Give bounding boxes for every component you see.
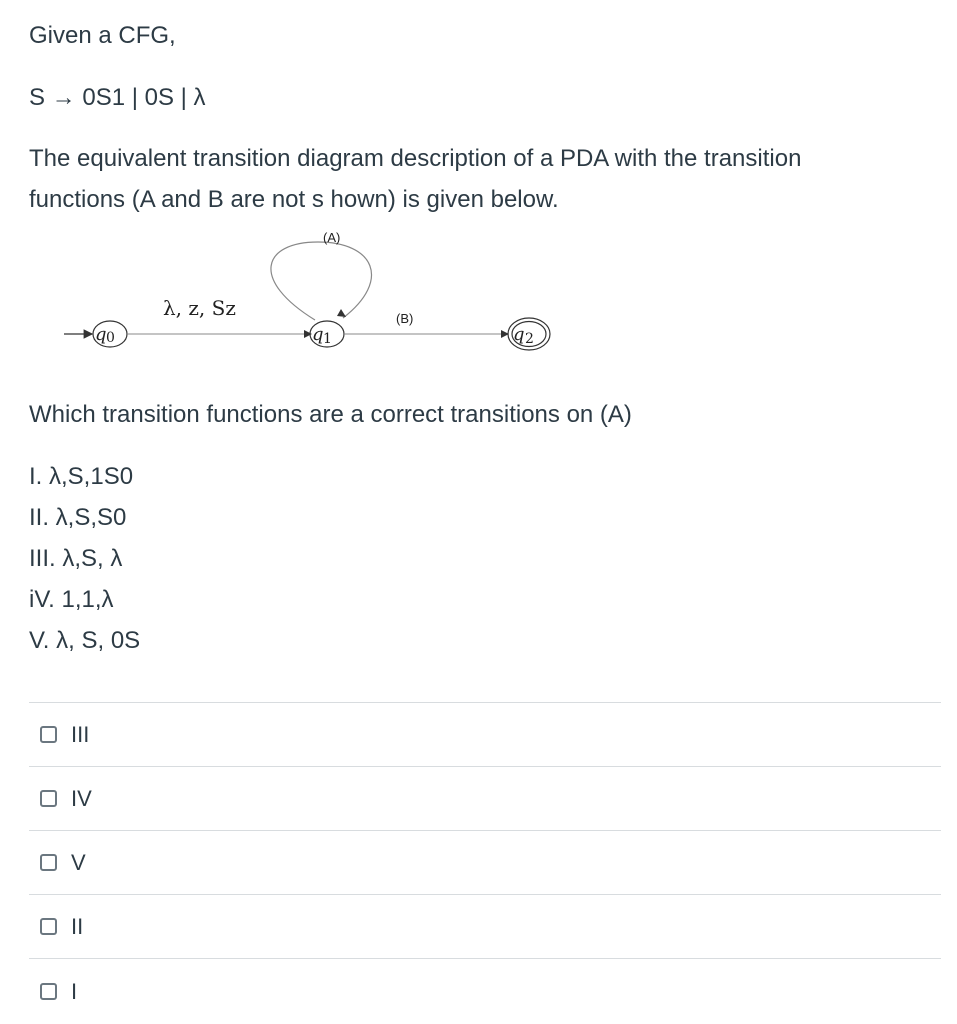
answer-choices xyxy=(29,702,941,1024)
state-q1-subscript: 1 xyxy=(323,331,332,347)
state-q2 xyxy=(508,318,550,350)
state-q0-subscript: 0 xyxy=(106,330,115,346)
answer-checkbox-i[interactable] xyxy=(40,983,57,1000)
state-q1 xyxy=(310,321,344,347)
answer-label-ii[interactable]: II xyxy=(71,913,84,939)
self-loop-q1 xyxy=(271,242,372,320)
answer-label-v[interactable]: V xyxy=(71,849,86,875)
pda-transition-diagram xyxy=(0,220,957,360)
edge-q1-q2-label: (B) xyxy=(396,311,414,326)
answer-row-v[interactable] xyxy=(29,830,941,894)
answer-checkbox-iv[interactable] xyxy=(40,790,57,807)
answer-checkbox-ii[interactable] xyxy=(40,918,57,935)
state-q0 xyxy=(93,321,127,347)
edge-q0-q1-label: λ, z, Sz xyxy=(163,296,236,320)
self-loop-arrowhead xyxy=(337,309,346,317)
description-line-1: The equivalent transition diagram description of a PDA with the transition xyxy=(29,145,802,172)
option-text-ii: II. λ,S,S0 xyxy=(29,504,127,531)
state-q0-label: q xyxy=(95,324,107,345)
answer-row-ii[interactable] xyxy=(29,894,941,958)
answer-row-iii[interactable] xyxy=(29,702,941,766)
state-q1-label: q xyxy=(312,324,324,345)
answer-label-iii[interactable]: III xyxy=(71,721,90,747)
answer-checkbox-v[interactable] xyxy=(40,854,57,871)
option-text-iii: III. λ,S, λ xyxy=(29,545,123,572)
question-prompt: Which transition functions are a correct transitions on (A) xyxy=(29,401,632,428)
description-line-2: functions (A and B are not s hown) is given below. xyxy=(29,186,559,213)
option-text-i: I. λ,S,1S0 xyxy=(29,463,134,490)
state-q2-subscript: 2 xyxy=(525,331,534,347)
answer-row-iv[interactable] xyxy=(29,766,941,830)
answer-row-i[interactable] xyxy=(29,958,941,1024)
option-text-v: V. λ, S, 0S xyxy=(29,627,141,654)
answer-checkbox-iii[interactable] xyxy=(40,726,57,743)
grammar-rule: S → 0S1 | 0S | λ xyxy=(29,84,206,111)
answer-label-i[interactable]: I xyxy=(71,978,78,1004)
question-intro: Given a CFG, xyxy=(29,22,176,49)
option-text-iv: iV. 1,1,λ xyxy=(29,586,114,613)
answer-label-iv[interactable]: IV xyxy=(71,785,92,811)
state-q2-label: q xyxy=(513,324,525,345)
loop-label-a: (A) xyxy=(323,230,341,245)
